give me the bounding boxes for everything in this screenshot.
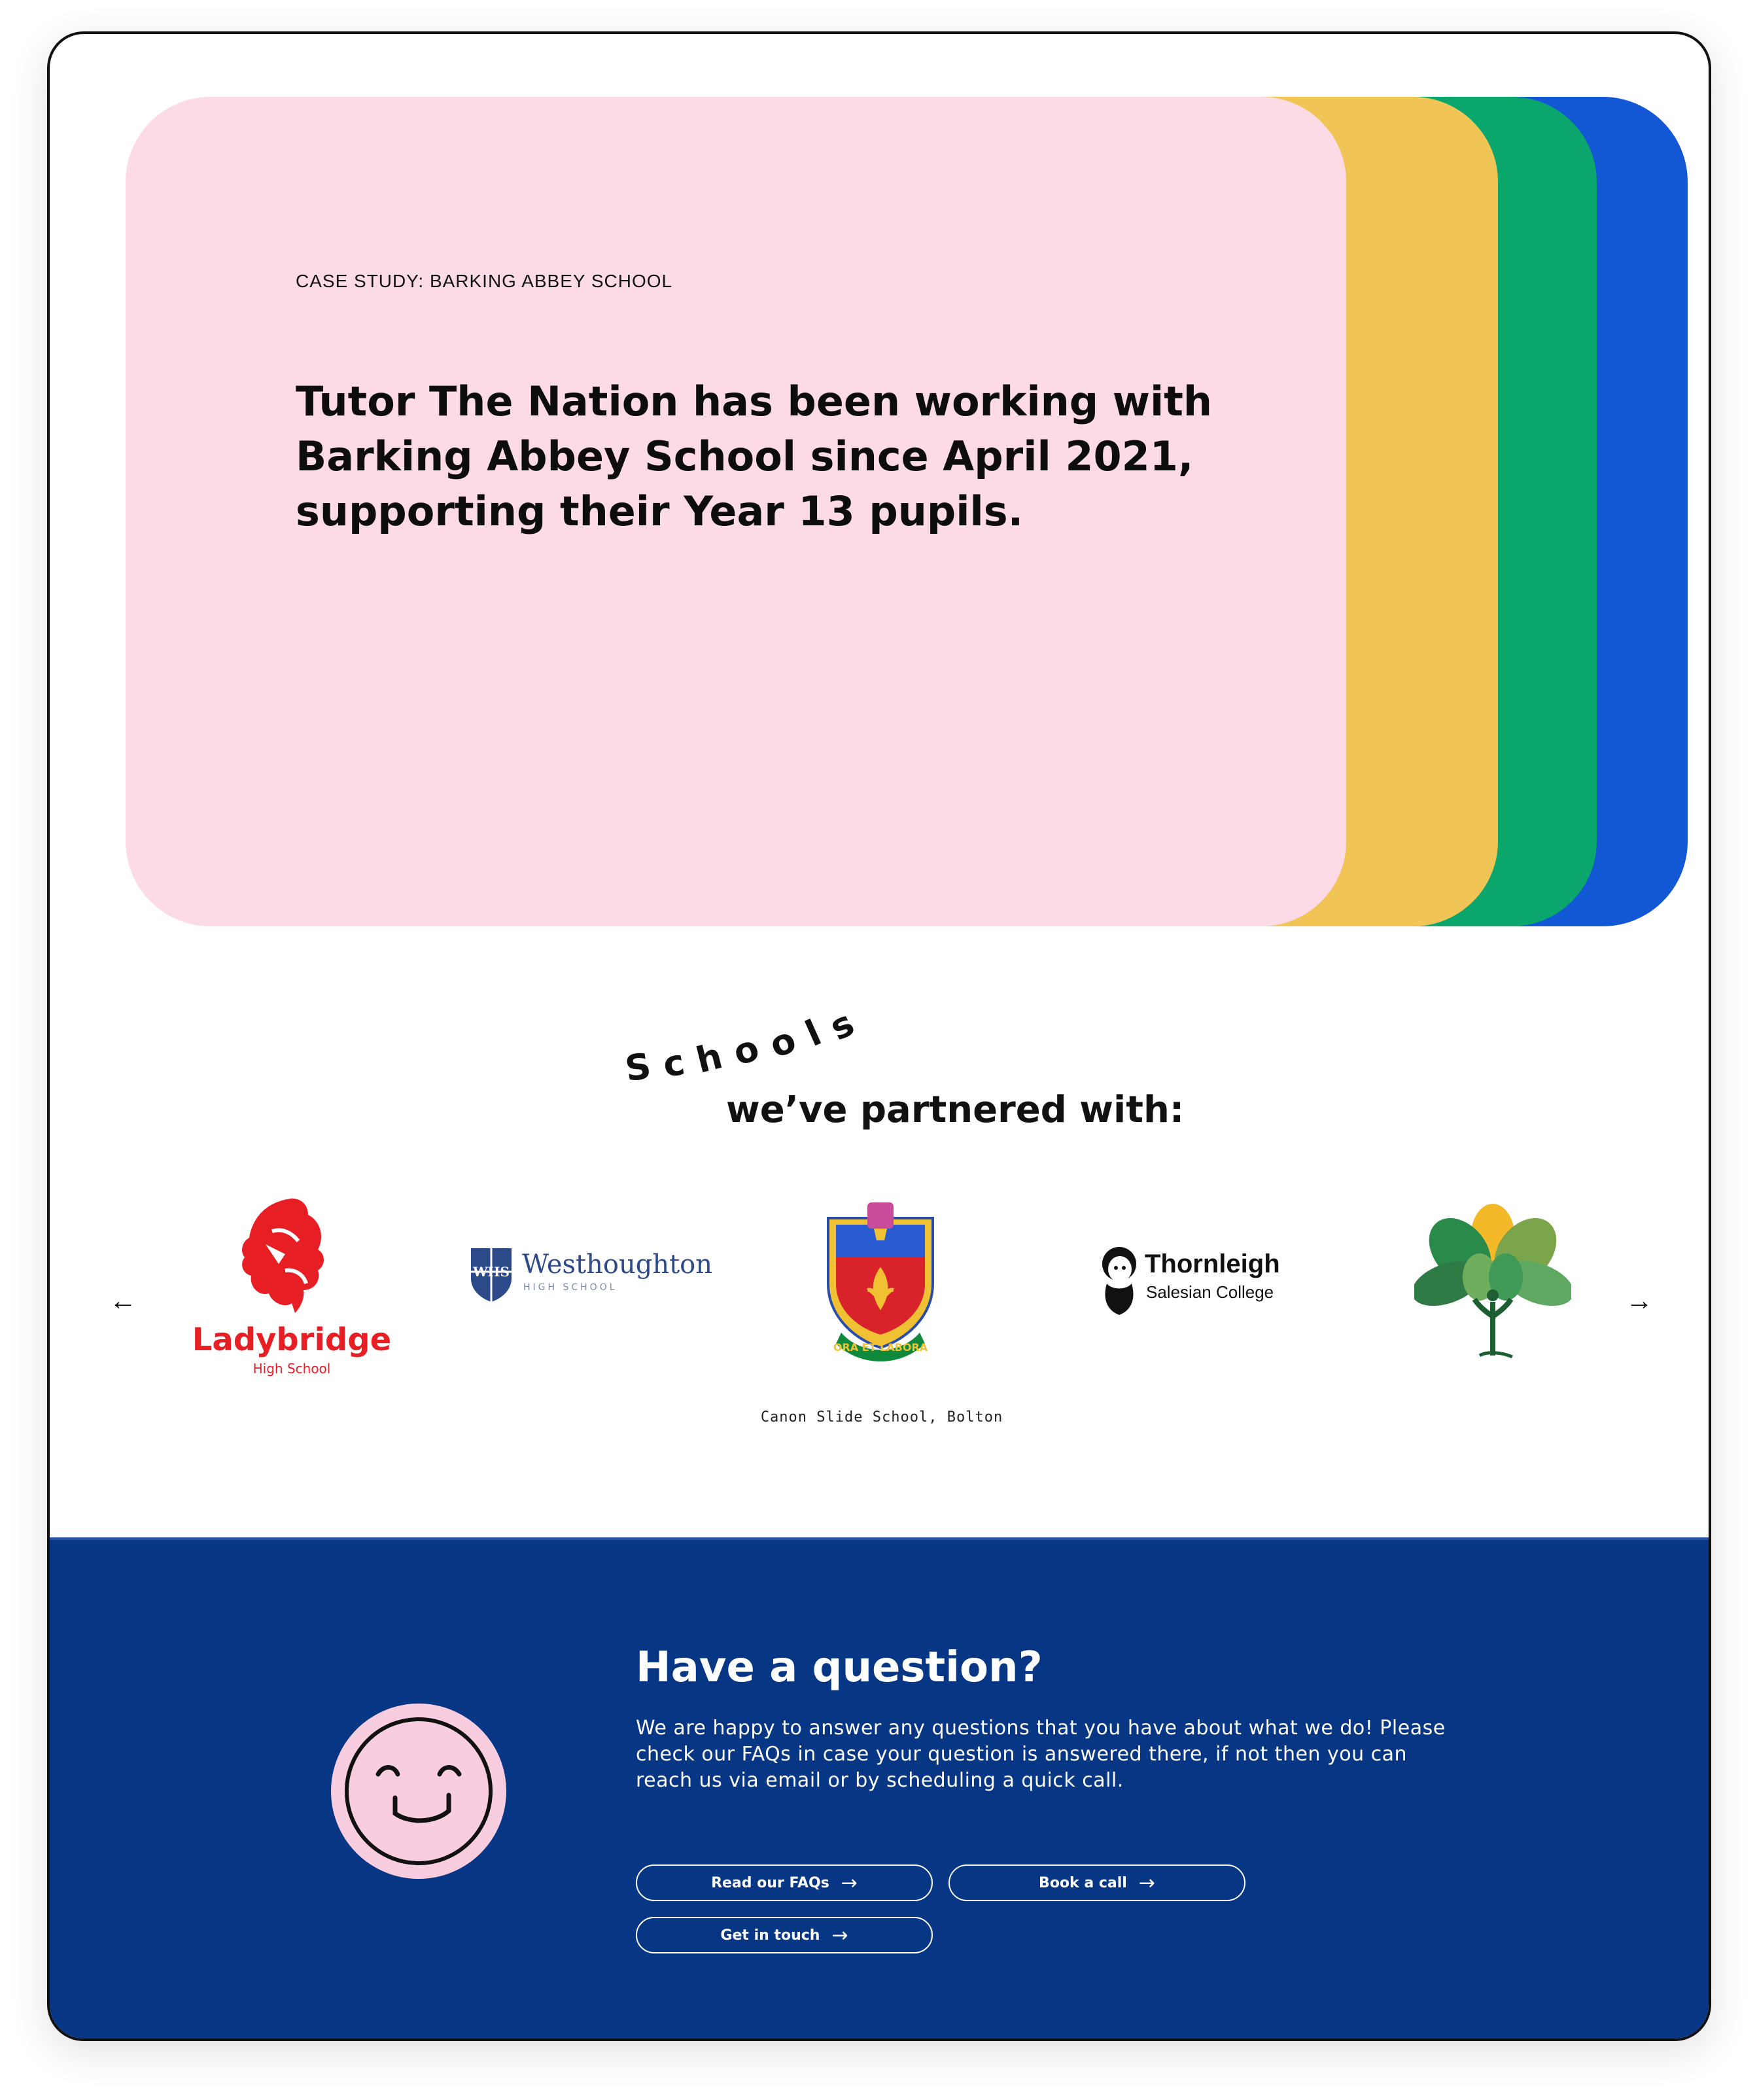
get-in-touch-label: Get in touch xyxy=(720,1927,820,1944)
schools-title-word xyxy=(622,1002,861,1090)
question-body: We are happy to answer any questions that you have about what we do! Please check our FAQs in case your question is answered there, if not then you can reach us via email or by scheduling a quick call. xyxy=(636,1717,1446,1792)
westhoughton-sub: HIGH SCHOOL xyxy=(523,1282,618,1293)
arrow-right-icon: → xyxy=(841,1871,858,1895)
logo-caption: Canon Slide School, Bolton xyxy=(760,1409,1003,1426)
carousel-next-button[interactable] xyxy=(1620,1281,1659,1320)
ladybridge-sub: High School xyxy=(252,1361,331,1376)
portrait-icon xyxy=(1096,1244,1142,1316)
title-letter: h xyxy=(691,1035,727,1081)
ladybridge-name: Ladybridge xyxy=(192,1321,392,1358)
question-section xyxy=(50,1537,1709,2041)
title-letter: S xyxy=(622,1045,654,1090)
logo-westhoughton[interactable] xyxy=(468,1246,713,1311)
case-study-headline: Tutor The Nation has been working with Barking Abbey School since April 2021, supporting their Year 13 pupils. xyxy=(296,377,1213,535)
title-letter: o xyxy=(763,1019,802,1066)
arrow-right-icon: → xyxy=(831,1923,848,1947)
crest-icon xyxy=(822,1199,939,1362)
lion-head-icon xyxy=(187,1192,396,1323)
book-call-label: Book a call xyxy=(1039,1874,1127,1891)
arrow-left-icon: ← xyxy=(109,1285,137,1316)
logo-ladybridge[interactable] xyxy=(187,1192,396,1395)
schools-title-rest: we’ve partnered with: xyxy=(726,1089,1185,1131)
thornleigh-name: Thornleigh xyxy=(1145,1250,1280,1278)
arrow-right-icon: → xyxy=(1626,1285,1653,1316)
read-faqs-button[interactable] xyxy=(636,1864,933,1901)
book-call-button[interactable] xyxy=(948,1864,1245,1901)
title-letter: o xyxy=(727,1026,764,1074)
read-faqs-label: Read our FAQs xyxy=(711,1874,829,1891)
logo-thornleigh[interactable] xyxy=(1096,1244,1293,1316)
title-letter: l xyxy=(799,1011,827,1055)
get-in-touch-button[interactable] xyxy=(636,1917,933,1953)
title-letter: s xyxy=(823,1002,861,1049)
tree-icon xyxy=(1414,1192,1571,1362)
thornleigh-sub: Salesian College xyxy=(1146,1282,1274,1302)
westhoughton-crest-letters: WHS xyxy=(473,1264,510,1280)
logo-canon-slide[interactable] xyxy=(822,1199,939,1362)
page-frame xyxy=(47,31,1711,2041)
title-letter: c xyxy=(659,1041,687,1086)
arrow-right-icon: → xyxy=(1138,1871,1155,1895)
westhoughton-name: Westhoughton xyxy=(522,1250,713,1280)
case-study-label: CASE STUDY: BARKING ABBEY SCHOOL xyxy=(296,271,673,291)
smiley-face-icon xyxy=(331,1704,506,1879)
question-title: Have a question? xyxy=(636,1643,1043,1692)
crest-motto: ORA ET LABORA xyxy=(833,1341,928,1354)
carousel-prev-button[interactable] xyxy=(103,1281,143,1320)
logo-tree[interactable] xyxy=(1414,1192,1571,1362)
